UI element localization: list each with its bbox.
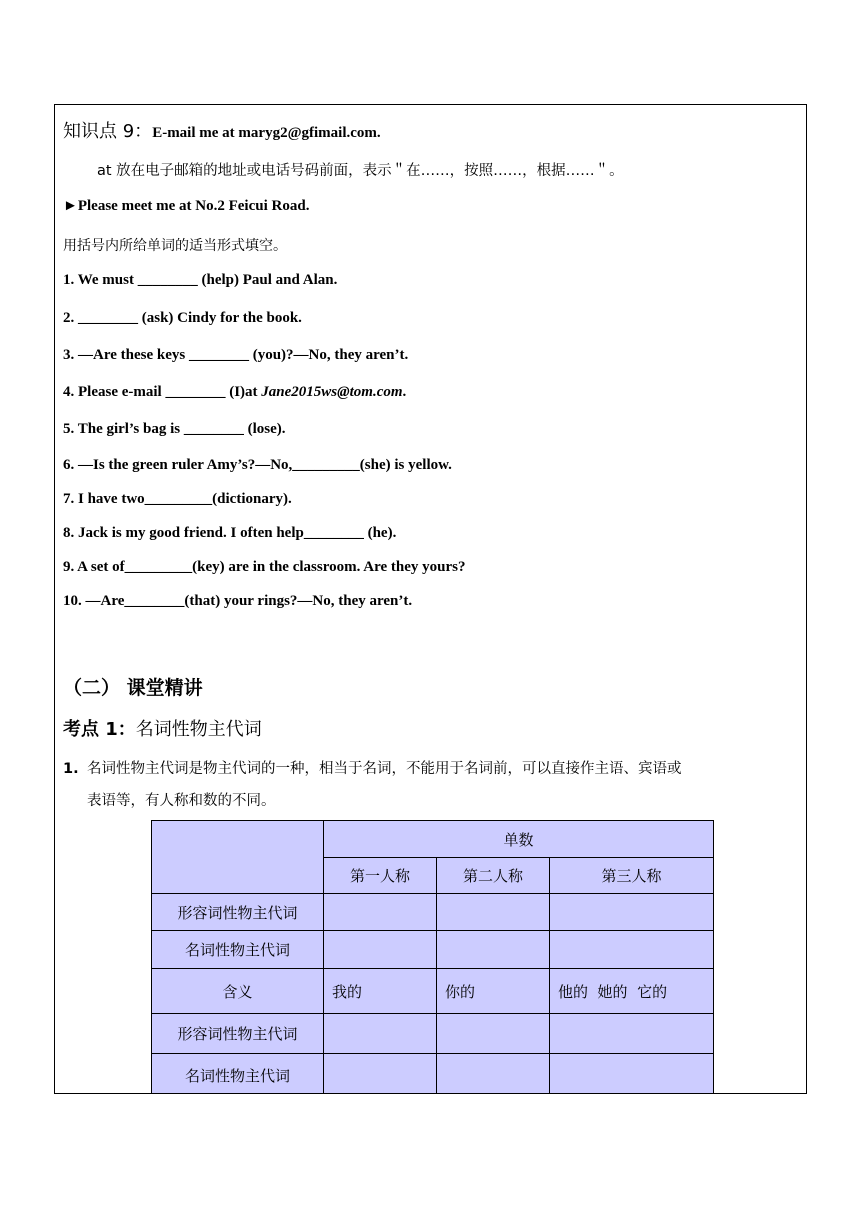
- table-row-label: 名词性物主代词: [152, 1054, 324, 1095]
- table-column-header: 第三人称: [550, 858, 714, 894]
- table-cell: 我的: [324, 969, 437, 1014]
- table-cell: 你的: [437, 969, 550, 1014]
- exercise-item-9: 9. A set of_________(key) are in the classroom. Are they yours?: [63, 559, 466, 575]
- exercise-item-7: 7. I have two_________(dictionary).: [63, 491, 292, 507]
- table-cell: [324, 894, 437, 931]
- table-cell: [324, 1014, 437, 1054]
- exercise-item-6: 6. —Is the green ruler Amy’s?—No,_________(she) is yellow.: [63, 457, 452, 473]
- knowledge-point-example2: ►Please meet me at No.2 Feicui Road.: [63, 198, 310, 214]
- table-cell: 他的 她的 它的: [550, 969, 714, 1014]
- table-header-row: [152, 821, 714, 858]
- table-row: [152, 1054, 714, 1095]
- table-cell: [550, 894, 714, 931]
- paragraph-1-text-1: 名词性物主代词是物主代词的一种，相当于名词，不能用于名词前，可以直接作主语、宾语或: [87, 761, 682, 777]
- table-cell: [550, 1054, 714, 1095]
- knowledge-point-explanation: at 放在电子邮箱的地址或电话号码前面，表示＂在……，按照……，根据……＂。: [97, 163, 624, 179]
- table-header-group: 单数: [324, 821, 714, 858]
- table-row: [152, 969, 714, 1014]
- table-row: [152, 894, 714, 931]
- table-column-header: 第一人称: [324, 858, 437, 894]
- exercise-instruction: 用括号内所给单词的适当形式填空。: [63, 238, 287, 254]
- table-row-label: 含义: [152, 969, 324, 1014]
- table-cell: [437, 1014, 550, 1054]
- knowledge-point-example: E-mail me at maryg2@gfimail.com.: [152, 125, 381, 141]
- exercise-item-4-email: Jane2015ws@tom.com: [261, 384, 403, 400]
- exercise-item-1: 1. We must ________ (help) Paul and Alan.: [63, 272, 338, 288]
- table-cell: [324, 1054, 437, 1095]
- table-cell: [437, 1054, 550, 1095]
- table-row-label: 名词性物主代词: [152, 931, 324, 969]
- exercise-item-4-suffix: .: [402, 384, 407, 400]
- paragraph-1-line-1: [63, 753, 682, 785]
- table-row-label: 形容词性物主代词: [152, 894, 324, 931]
- exercise-item-5: 5. The girl’s bag is ________ (lose).: [63, 421, 286, 437]
- content-frame: [54, 104, 807, 1094]
- table-cell: [437, 894, 550, 931]
- possessive-pronoun-table: [151, 820, 714, 1094]
- table-row: [152, 1014, 714, 1054]
- table-row: [152, 931, 714, 969]
- exercise-item-3: 3. —Are these keys ________ (you)?—No, they aren’t.: [63, 347, 409, 363]
- exercise-item-2: 2. ________ (ask) Cindy for the book.: [63, 310, 302, 326]
- point-1-label: 考点 1：: [63, 719, 136, 740]
- section-title: （二） 课堂精讲: [63, 677, 203, 699]
- exercise-item-4-prefix: 4. Please e-mail ________ (I)at: [63, 384, 262, 400]
- table-cell: [437, 931, 550, 969]
- point-1-heading: [63, 715, 262, 741]
- table-cell: [324, 931, 437, 969]
- paragraph-1-line-2: 表语等，有人称和数的不同。: [87, 793, 276, 809]
- point-1-title: 名词性物主代词: [135, 719, 262, 740]
- table-cell: [550, 1014, 714, 1054]
- exercise-item-10: 10. —Are________(that) your rings?—No, they aren’t.: [63, 593, 413, 609]
- knowledge-point-label: 知识点 9：: [63, 121, 153, 142]
- knowledge-point-9-heading: [63, 117, 381, 143]
- paragraph-1-number: 1.: [63, 761, 79, 777]
- exercise-item-4: [63, 384, 406, 401]
- exercise-item-8: 8. Jack is my good friend. I often help________ (he).: [63, 525, 397, 541]
- table-column-header: 第二人称: [437, 858, 550, 894]
- table-corner-cell: [152, 821, 324, 894]
- table-row-label: 形容词性物主代词: [152, 1014, 324, 1054]
- table-cell: [550, 931, 714, 969]
